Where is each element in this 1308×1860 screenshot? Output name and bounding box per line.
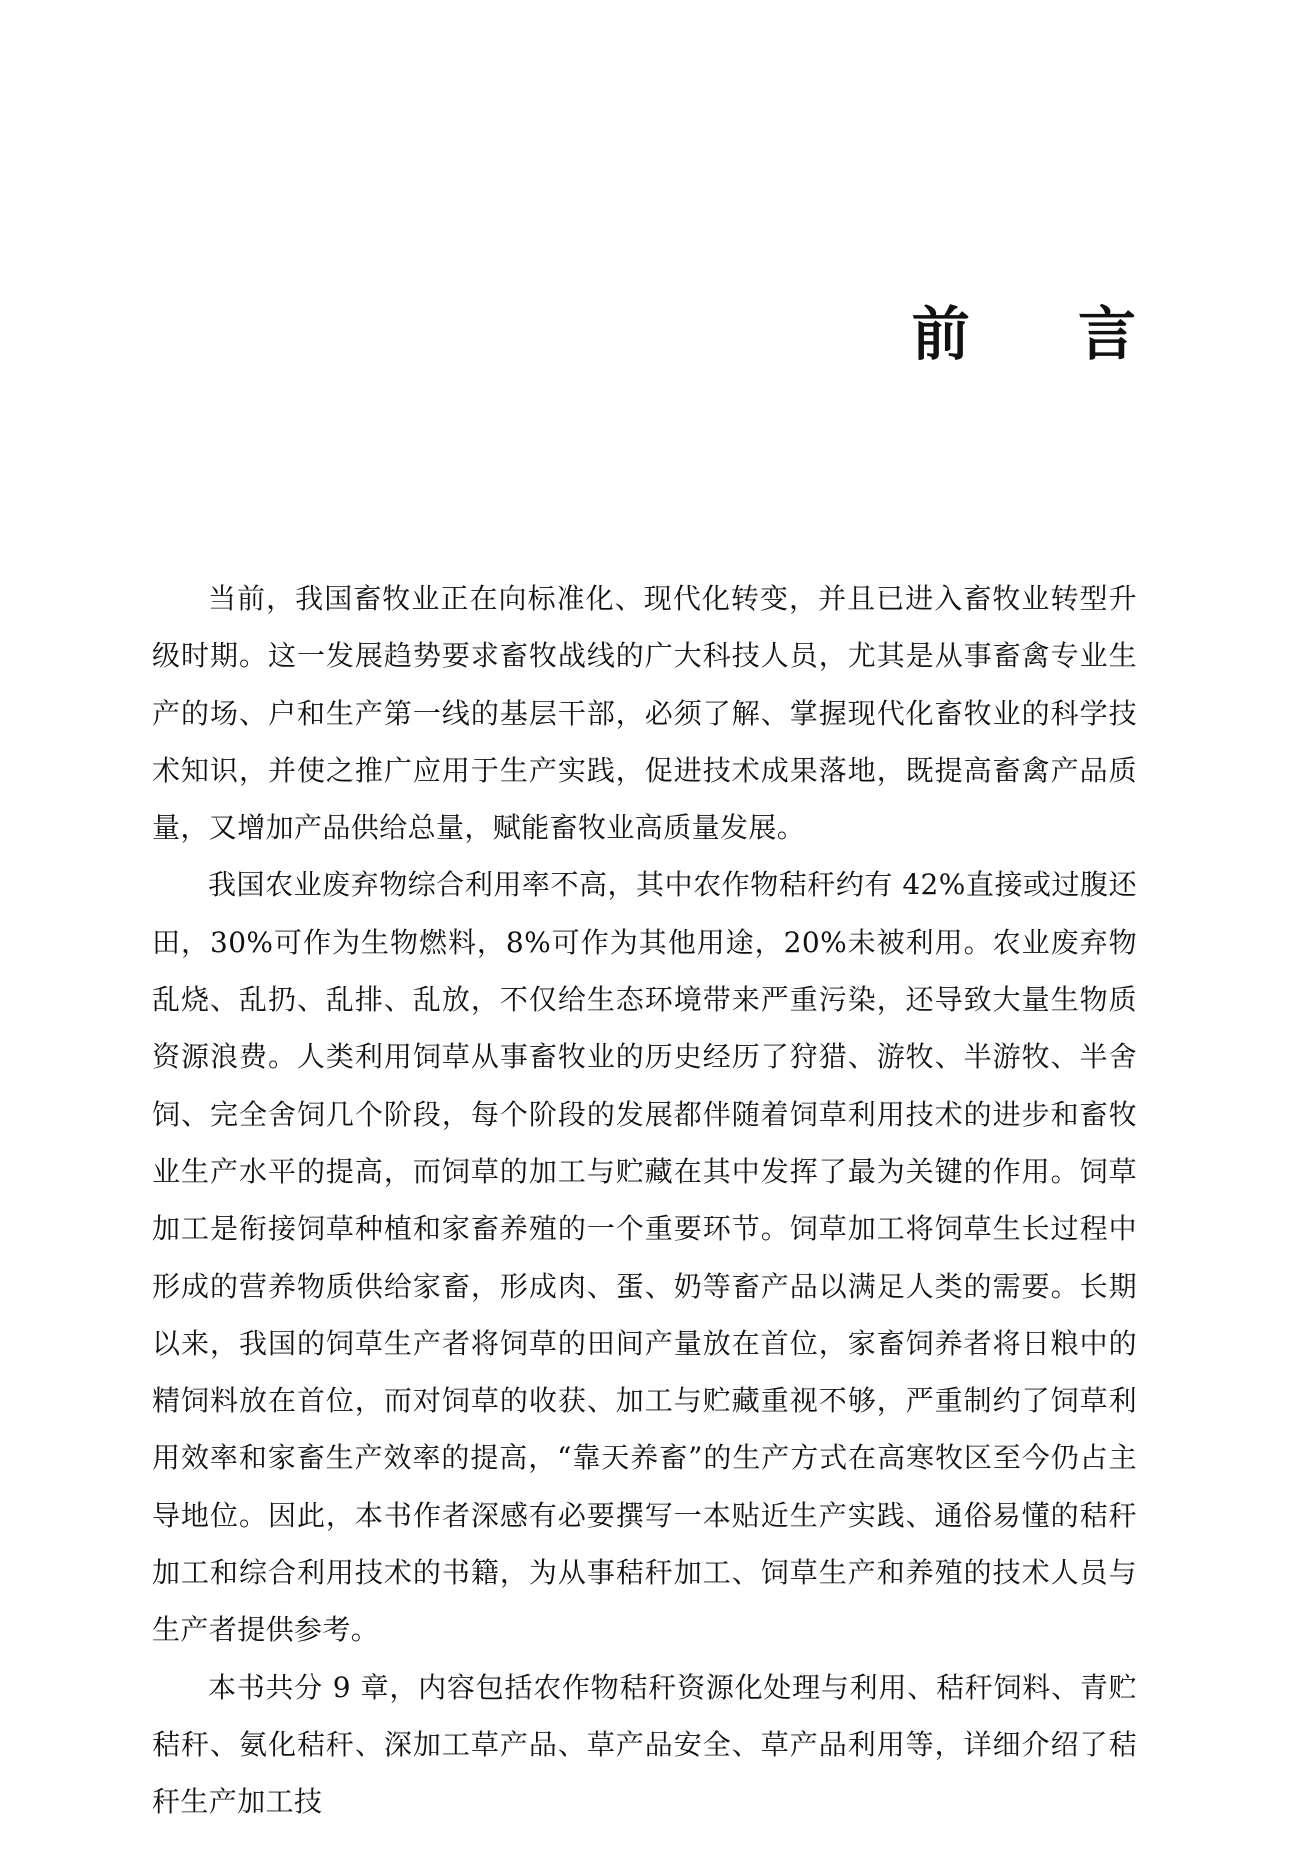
preface-body: [152, 570, 1137, 1831]
paragraph-2: 我国农业废弃物综合利用率不高，其中农作物秸秆约有 42%直接或过腹还田，30%可作为生物燃料，8%可作为其他用途，20%未被利用。农业废弃物乱烧、乱扔、乱排、乱放，不仅给生态环境带来严重污染，还导致大量生物质资源浪费。人类利用饲草从事畜牧业的历史经历了狩猎、游牧、半游牧、半舍饲、完全舍饲几个阶段，每个阶段的发展都伴随着饲草利用技术的进步和畜牧业生产水平的提高，而饲草的加工与贮藏在其中发挥了最为关键的作用。饲草加工是衔接饲草种植和家畜养殖的一个重要环节。饲草加工将饲草生长过程中形成的营养物质供给家畜，形成肉、蛋、奶等畜产品以满足人类的需要。长期以来，我国的饲草生产者将饲草的田间产量放在首位，家畜饲养者将日粮中的精饲料放在首位，而对饲草的收获、加工与贮藏重视不够，严重制约了饲草利用效率和家畜生产效率的提高，“靠天养畜”的生产方式在高寒牧区至今仍占主导地位。因此，本书作者深感有必要撰写一本贴近生产实践、通俗易懂的秸秆加工和综合利用技术的书籍，为从事秸秆加工、饲草生产和养殖的技术人员与生产者提供参考。: [152, 868, 1137, 1647]
paragraph-1: 当前，我国畜牧业正在向标准化、现代化转变，并且已进入畜牧业转型升级时期。这一发展趋势要求畜牧战线的广大科技人员，尤其是从事畜禽专业生产的场、户和生产第一线的基层干部，必须了解、掌握现代化畜牧业的科学技术知识，并使之推广应用于生产实践，促进技术成果落地，既提高畜禽产品质量，又增加产品供给总量，赋能畜牧业高质量发展。: [152, 582, 1137, 845]
page-title: 前 言: [911, 300, 1180, 368]
paragraph-3: 本书共分 9 章，内容包括农作物秸秆资源化处理与利用、秸秆饲料、青贮秸秆、氨化秸秆、深加工草产品、草产品安全、草产品利用等，详细介绍了秸秆生产加工技: [152, 1670, 1137, 1819]
